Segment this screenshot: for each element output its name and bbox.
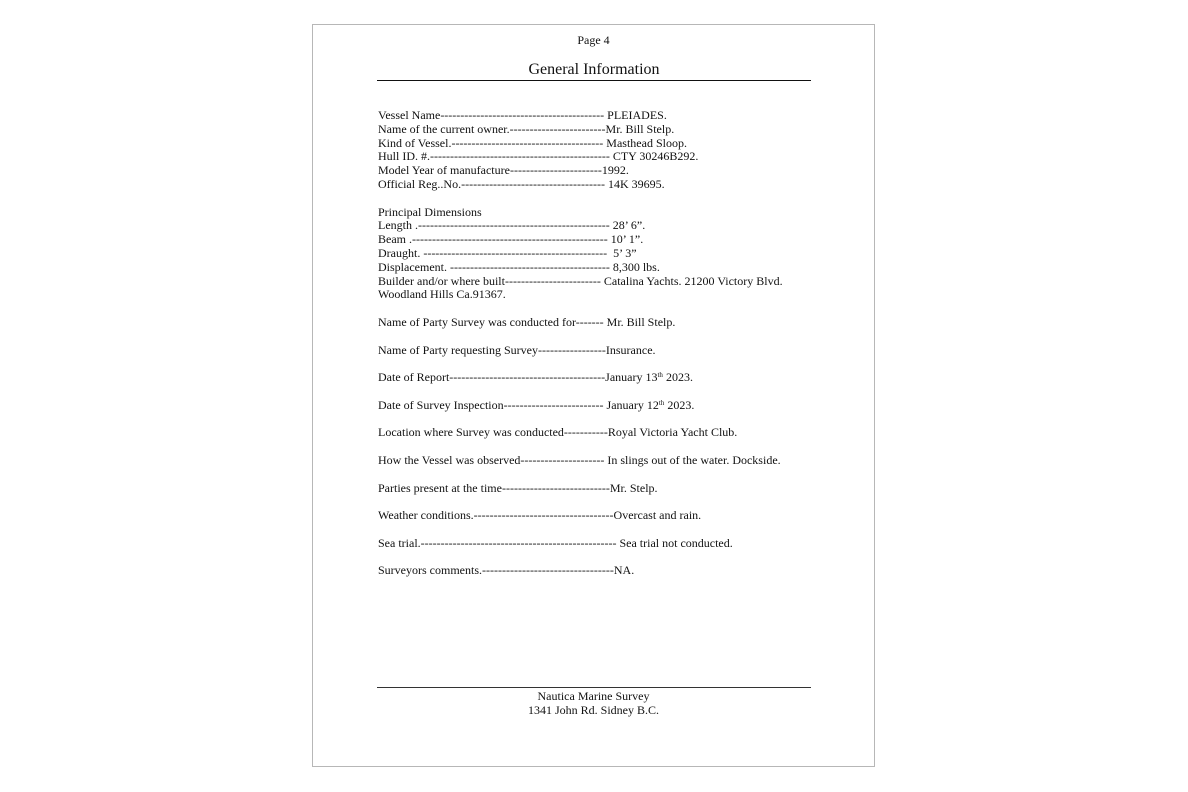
owner-line: Name of the current owner.------------------------Mr. Bill Stelp. <box>378 121 675 136</box>
location-line: Location where Survey was conducted-----------Royal Victoria Yacht Club. <box>378 425 738 440</box>
sea-trial-line: Sea trial.------------------------------------------------- Sea trial not conducted. <box>378 535 733 550</box>
footer-divider <box>377 687 811 688</box>
displacement-line: Displacement. ---------------------------------------- 8,300 lbs. <box>378 259 660 274</box>
weather-line: Weather conditions.-----------------------------------Overcast and rain. <box>378 508 702 523</box>
builder-line: Builder and/or where built------------------------ Catalina Yachts. 21200 Victory Blvd. <box>378 273 783 288</box>
date-report-sup: th <box>657 371 663 380</box>
model-year-line: Model Year of manufacture-----------------------1992. <box>378 163 629 178</box>
date-report-text: Date of Report---------------------------------------January 13 <box>378 370 658 385</box>
date-inspection-text: Date of Survey Inspection------------------------- January 12 <box>378 397 659 412</box>
party-for-line: Name of Party Survey was conducted for------- Mr. Bill Stelp. <box>378 314 676 329</box>
date-report-line <box>378 371 848 385</box>
party-requesting-line: Name of Party requesting Survey-----------------Insurance. <box>378 342 656 357</box>
footer-company: Nautica Marine Survey <box>537 689 650 703</box>
footer-address: 1341 John Rd. Sidney B.C. <box>527 703 659 717</box>
draught-line: Draught. ---------------------------------------------- 5’ 3” <box>378 245 637 260</box>
official-reg-line: Official Reg..No.------------------------------------ 14K 39695. <box>378 176 665 191</box>
beam-line: Beam .------------------------------------------------- 10’ 1”. <box>378 232 644 247</box>
date-inspection-year: 2023. <box>664 397 695 412</box>
dimensions-heading: Principal Dimensions <box>378 204 482 219</box>
hull-id-line: Hull ID. #.--------------------------------------------- CTY 30246B292. <box>378 149 699 164</box>
footer <box>313 689 874 717</box>
page-number: Page 4 <box>577 33 610 47</box>
page-title: General Information <box>377 60 811 81</box>
comments-line: Surveyors comments.---------------------------------NA. <box>378 563 635 578</box>
document-body <box>378 109 848 578</box>
vessel-name-line: Vessel Name----------------------------------------- PLEIADES. <box>378 108 667 122</box>
parties-line: Parties present at the time---------------------------Mr. Stelp. <box>378 480 658 495</box>
date-inspection-line <box>378 399 848 413</box>
builder-address-line: Woodland Hills Ca.91367. <box>378 287 506 302</box>
kind-line: Kind of Vessel.-------------------------------------- Masthead Sloop. <box>378 135 687 150</box>
observed-line: How the Vessel was observed--------------------- In slings out of the water. Dockside. <box>378 452 781 467</box>
date-report-year: 2023. <box>662 370 693 385</box>
document-page <box>312 24 875 767</box>
length-line: Length .------------------------------------------------ 28’ 6”. <box>378 218 646 233</box>
date-inspection-sup: th <box>658 398 665 407</box>
